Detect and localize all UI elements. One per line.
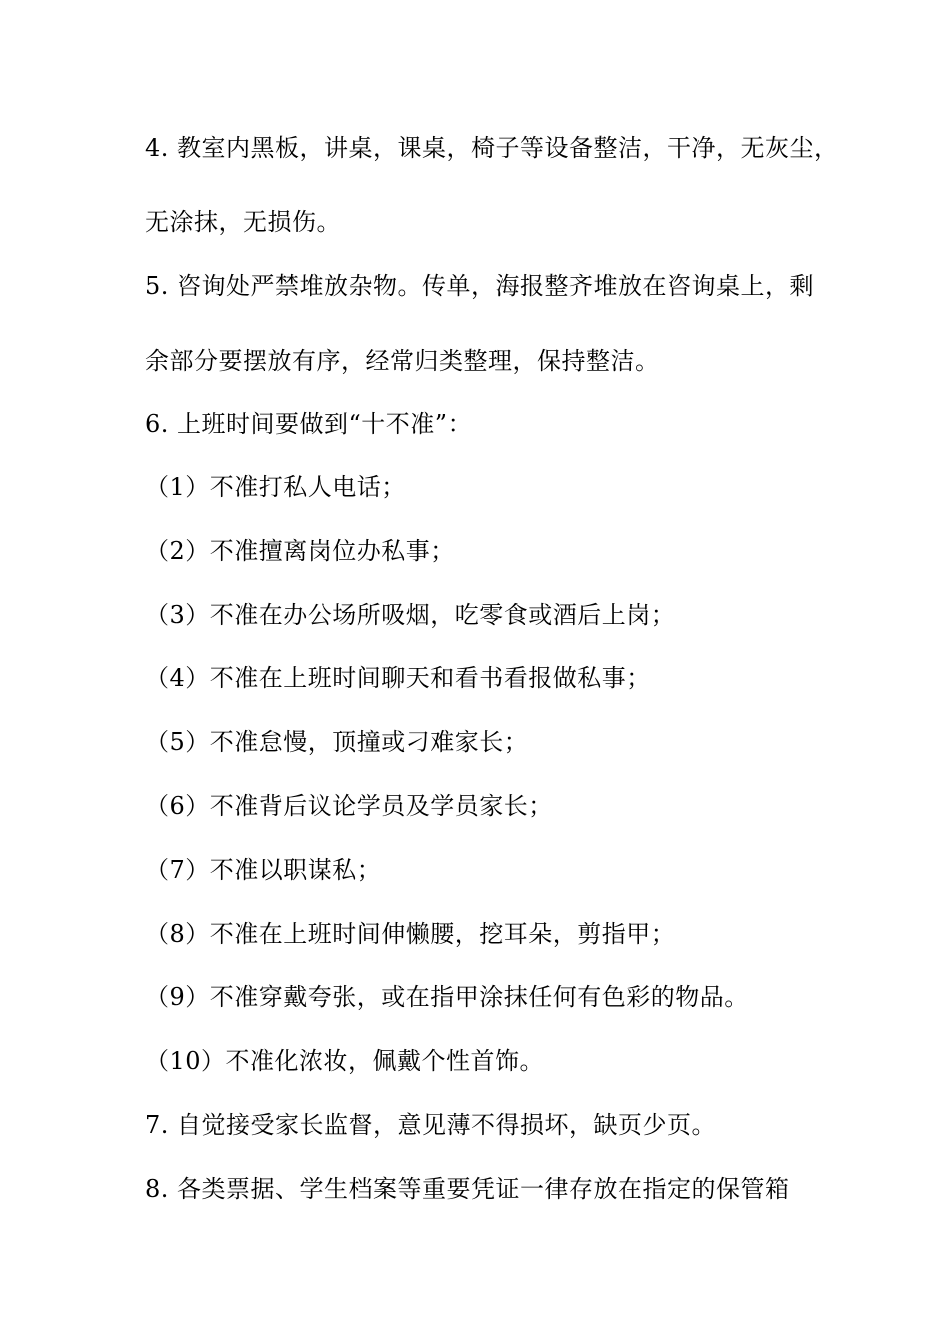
- rule-6-item-9: （9）不准穿戴夸张，或在指甲涂抹任何有色彩的物品。: [145, 983, 749, 1011]
- rule-4-line-1: 4. 教室内黑板，讲桌，课桌，椅子等设备整洁，干净，无灰尘，: [145, 134, 839, 162]
- rule-6-item-10: （10）不准化浓妆，佩戴个性首饰。: [145, 1047, 545, 1075]
- rule-6-item-8: （8）不准在上班时间伸懒腰，挖耳朵，剪指甲；: [145, 920, 676, 948]
- rule-7: 7. 自觉接受家长监督，意见薄不得损坏，缺页少页。: [145, 1111, 717, 1139]
- rule-4-line-2: 无涂抹，无损伤。: [145, 208, 341, 236]
- rule-5-line-1: 5. 咨询处严禁堆放杂物。传单，海报整齐堆放在咨询桌上，剩: [145, 272, 815, 300]
- rule-6-item-6: （6）不准背后议论学员及学员家长；: [145, 792, 553, 820]
- rule-6-item-5: （5）不准怠慢，顶撞或刁难家长；: [145, 728, 529, 756]
- rule-6-item-4: （4）不准在上班时间聊天和看书看报做私事；: [145, 664, 651, 692]
- rule-6-item-2: （2）不准擅离岗位办私事；: [145, 537, 455, 565]
- rule-5-line-2: 余部分要摆放有序，经常归类整理，保持整洁。: [145, 347, 660, 375]
- rule-6-heading: 6. 上班时间要做到“十不准”：: [145, 410, 473, 438]
- rule-8-line-1: 8. 各类票据、学生档案等重要凭证一律存放在指定的保管箱: [145, 1175, 790, 1203]
- rule-6-item-1: （1）不准打私人电话；: [145, 473, 406, 501]
- rule-6-item-3: （3）不准在办公场所吸烟，吃零食或酒后上岗；: [145, 601, 676, 629]
- rule-6-item-7: （7）不准以职谋私；: [145, 856, 382, 884]
